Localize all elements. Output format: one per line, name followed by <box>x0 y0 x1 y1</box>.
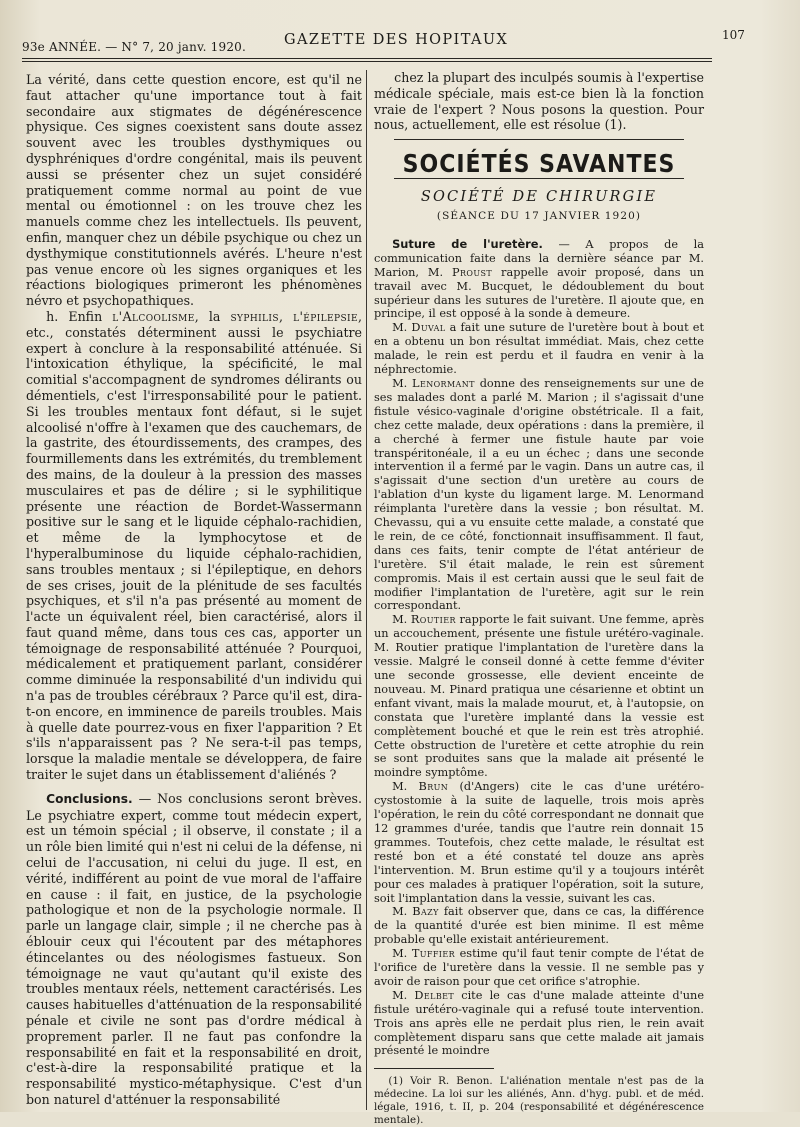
paragraph-suture: Suture de l'uretère. — A propos de la communication faite dans la dernière séance par M. Marion, M. Proust rappelle avoir proposé, dans un travail avec M. Bucquet, le dédoublement du bout supérieur dans les sutures de l'uretère. Il ajoute que, en principe, il est opposé à la sonde à demeure. <box>374 236 704 321</box>
paragraph-continuation: chez la plupart des inculpés soumis à l'expertise médicale spéciale, mais est-ce bien là la fonction vraie de l'expert ? Nous posons la question. Pour nous, actuellement, elle est résolue (1). <box>374 70 704 133</box>
header-rule <box>22 58 712 59</box>
header-rule-thin <box>22 61 712 62</box>
term-syphilis: syphilis <box>230 308 279 324</box>
paragraph-lenormant: M. Lenormant donne des renseignements sur une de ses malades dont a parlé M. Marion ; il s'agissait d'une fistule vésico-vaginale d'origine obstétricale. Il a fait, chez cette malade, deux opérations : dans la première, il a cherché à fermer une fistule haute par voie transpéritonéale, il a eu un échec ; dans une seconde intervention il a fermé par le vagin. Dans un autre cas, il s'agissait d'une section d'un uretère au cours de l'ablation d'un kyste du ligament large. M. Lenormand réimplanta l'uretère dans la vessie ; bon résultat. M. Chevassu, qui a vu ensuite cette malade, a constaté que le rein, de ce côté, fonctionnait insuffisamment. Il faut, dans ces faits, tenir compte de l'état antérieur de l'uretère. S'il était malade, le rein est sûrement compromis. Mais il est certain aussi que le seul fait de modifier l'implantation de l'uretère, agit sur le rein correspondant. <box>374 376 704 613</box>
page-number: 107 <box>722 28 745 42</box>
section-title: SOCIÉTÉS SAVANTES <box>402 150 676 179</box>
paragraph-delbet: M. Delbet cite le cas d'une malade atteinte d'une fistule urétéro-vaginale qui a refusé toute intervention. Trois ans après elle ne perdait plus rien, le rein avait complètement disparu sans que cette malade ait jamais présenté le moindre <box>374 988 705 1058</box>
paragraph-stigmates: La vérité, dans cette question encore, est qu'il ne faut attacher qu'une importance tout à fait secondaire aux stigmates de dégénérescence physique. Ces signes coexistent sans doute assez souvent avec les troubles dysthymiques ou dysphréniques d'ordre congénital, mais ils peuvent aussi se présenter chez un sujet considéré pratiquement comme normal au point de vue mental ou émotionnel : on les trouve chez les manuels comme chez les intellectuels. Ils peuvent, enfin, manquer chez un débile psychique ou chez un dysthymique constitutionnels avérés. L'heure n'est pas venue encore où les signes organiques et les réactions biologiques primeront les phénomènes névro et psychopathiques. <box>26 72 362 309</box>
right-column <box>374 70 705 1127</box>
paragraph-conclusions: Conclusions. — Nos conclusions seront brèves. Le psychiatre expert, comme tout médecin expert, est un témoin spécial ; il observe, il constate ; il a un rôle bien limité qui n'est ni celui de la défense, ni celui de l'accusation, ni celui du juge. Il est, en vérité, indifférent au point de vue moral de l'affaire en cause : il fait, en justice, de la psychologie pathologique et non de la psychologie normale. Il parle un langage clair, simple ; il ne cherche pas à éblouir ceux qui l'écoutent par des métaphores étincelantes ou des néologismes fastueux. Son témoignage ne vaut qu'autant qu'il existe des troubles mentaux réels, nettement caractérisés. Les causes habituelles d'atténuation de la responsabilité pénale et civile ne sont pas d'ordre médical à proprement parler. Il ne faut pas confondre la responsabilité en fait et la responsabilité en droit, c'est-à-dire la responsabilité pratique et la responsabilité mystico-métaphysique. C'est d'un bon naturel d'atténuer la responsabilité <box>26 790 362 1107</box>
paragraph-tuffier: M. Tuffier estime qu'il faut tenir compte de l'état de l'orifice de l'uretère dans la vessie. Il ne semble pas y avoir de raison pour que cet orifice s'atrophie. <box>374 947 705 988</box>
term-epilepsie: l'épilepsie <box>293 308 358 324</box>
section-rule-top <box>394 139 684 140</box>
conclusions-heading: Conclusions. <box>46 791 133 806</box>
column-divider <box>366 70 367 1110</box>
journal-title: GAZETTE DES HOPITAUX <box>284 32 509 48</box>
paragraph-routier: M. Routier rapporte le fait suivant. Une femme, après un accouchement, présente une fistule urétéro-vaginale. M. Routier pratique l'implantation de l'uretère dans la vessie. Malgré le conseil donné à cette femme d'éviter une seconde grossesse, elle devient enceinte de nouveau. M. Pinard pratiqua une césarienne et obtint un enfant vivant, mais la malade mourut, et, à l'autopsie, on constata que l'uretère implanté dans la vessie est complètement bouché et que le rein est très atrophié. Cette obstruction de l'uretère et cette atrophie du rein se sont produites sans que la malade ait présenté le moindre symptôme. <box>374 613 705 780</box>
suture-heading: Suture de l'uretère. <box>392 236 543 251</box>
paragraph-bazy: M. Bazy fait observer que, dans ce cas, la différence de la quantité d'urée est bien minime. Il est même probable qu'elle existait antérieurement. <box>374 905 704 947</box>
issue-info: 93e ANNÉE. — N° 7, 20 janv. 1920. <box>22 40 247 54</box>
society-title: SOCIÉTÉ DE CHIRURGIE <box>420 189 658 206</box>
session-date: (SÉANCE DU 17 JANVIER 1920) <box>436 210 642 222</box>
paragraph-brun: M. Brun (d'Angers) cite le cas d'une urétéro-cystostomie à la suite de laquelle, trois mois après l'opération, le rein du côté correspondant ne donnait que 12 grammes d'urée, tandis que l'autre rein donnait 15 grammes. Toutefois, chez cette malade, le résultat est resté bon et a été constaté tel douze ans après l'intervention. M. Brun estime qu'il y a toujours intérêt pour ces malades à pratiquer l'opération, soit la suture, soit l'implantation dans la vessie, suivant les cas. <box>374 780 705 905</box>
footnote-rule <box>374 1068 494 1069</box>
term-alcoolisme: l'Alcoolisme <box>112 308 195 324</box>
page-header <box>22 28 745 54</box>
paragraph-alcoolisme: h. Enfin l'Alcoolisme, la syphilis, l'épilepsie, etc., constatés déterminent aussi le psychiatre expert à conclure à la responsabilité atténuée. Si l'intoxication éthylique, la spécificité, le mal comitial s'accompagnent de syndromes délirants ou démentiels, c'est l'irresponsabilité pour le patient. Si les troubles mentaux font défaut, si le sujet alcoolisé n'offre à l'examen que des cauchemars, de la gastrite, des étourdissements, des crampes, des fourmillements dans les extrémités, du tremblement des mains, de la douleur à la pression des masses musculaires et pas de délire ; si le syphilitique présente une réaction de Bordet-Wassermann positive sur le sang et le liquide céphalo-rachidien, et même de la lymphocytose et de l'hyperalbuminose du liquide céphalo-rachidien, sans troubles mentaux ; si l'épileptique, en dehors de ses crises, jouit de la plénitude de ses facultés psychiques, et s'il n'a pas présenté au moment de l'acte un équivalent réel, bien caractérisé, alors il faut quand même, dans tous ces cas, apporter un témoignage de responsabilité atténuée ? Pourquoi, médicalement et pratiquement parlant, considérer comme diminuée la responsabilité d'un individu qui n'a pas de troubles cérébraux ? Parce qu'il est, dira-t-on encore, en imminence de pareils troubles. Mais à quelle date pourrez-vous en fixer l'apparition ? Et s'ils n'apparaissent pas ? Ne sera-t-il pas temps, lorsque la maladie mentale se développera, de faire traiter le sujet dans un établissement d'aliénés ? <box>26 308 362 783</box>
paragraph-duval: M. Duval a fait une suture de l'uretère bout à bout et en a obtenu un bon résultat immédiat. Mais, chez cette malade, le rein est perdu et il faudra en venir à la néphrectomie. <box>374 321 705 377</box>
left-column <box>26 72 362 1112</box>
footnote: (1) Voir R. Benon. L'aliénation mentale n'est pas de la médecine. La loi sur les aliénés, Ann. d'hyg. publ. et de méd. légale, 1916, t. II, p. 204 (responsabilité et dégénérescence mentale). <box>374 1075 704 1127</box>
